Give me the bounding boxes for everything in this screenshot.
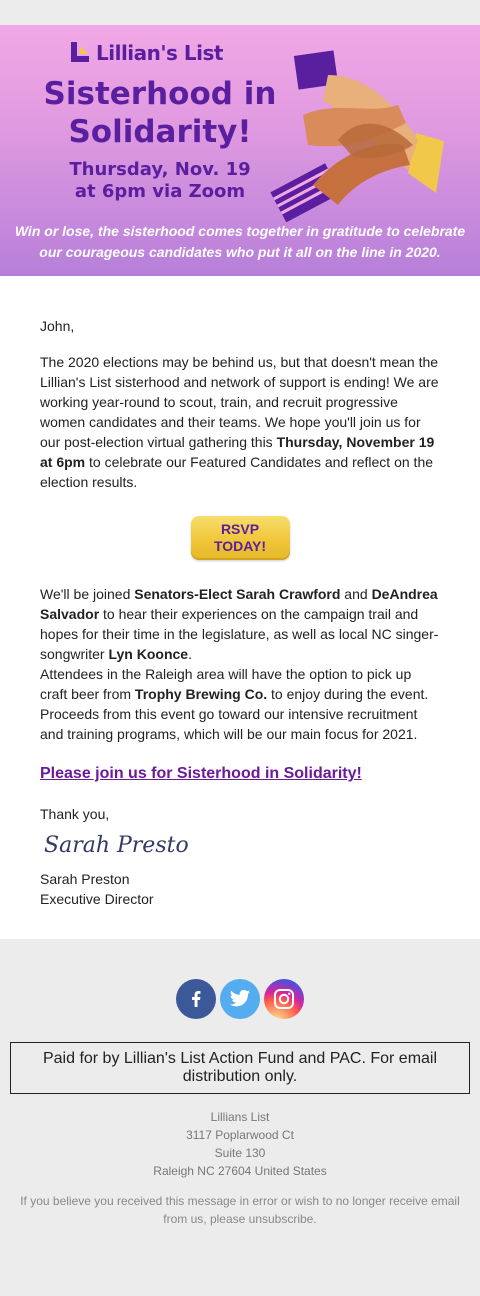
join-us-link[interactable]: Please join us for Sisterhood in Solidarity! (40, 765, 362, 782)
sign-off: Thank you, (40, 806, 110, 822)
mailing-address (0, 1108, 480, 1180)
speakers-paragraph (40, 584, 440, 664)
logo-text: Lillian's List (96, 41, 223, 65)
svg-text:Sarah Preston: Sarah Preston (44, 833, 190, 858)
hero-date-line1: Thursday, Nov. 19 (69, 159, 251, 180)
logo-mark-icon (68, 42, 90, 64)
brewery-text-a: Attendees in the Raleigh area will have the option to pick up craft beer from (40, 666, 412, 702)
brewery-name: Trophy Brewing Co. (134, 686, 268, 702)
speakers-text-c: to hear their experiences on the campaign trail and hopes for their time in the legislature, as well as local NC singer-songwriter (40, 606, 439, 662)
rsvp-button[interactable] (191, 516, 290, 560)
hero-title: Sisterhood in Solidarity! (43, 76, 277, 150)
top-spacer (0, 0, 480, 25)
signer-title: Executive Director (40, 891, 154, 907)
twitter-icon[interactable] (220, 979, 260, 1019)
speakers-text-a: We'll be joined (40, 586, 135, 602)
greeting: John, (40, 318, 75, 334)
suite: Suite 130 (214, 1146, 266, 1160)
signer-name: Sarah Preston (40, 871, 130, 887)
intro-text-a: The 2020 elections may be behind us, but that doesn't mean the Lillian's List sisterhood and network of support is ending! We are working year-round to scout, train, and recruit progressive women candidates and their teams. We hope you'll join us for our post-election virtual gathering this (40, 354, 439, 450)
hero-tagline: Win or lose, the sisterhood comes together in gratitude to celebrate our courageous candidates who put it all on the line in 2020. (14, 223, 466, 260)
rsvp-container (40, 516, 440, 560)
joined-hands-illustration-icon (268, 45, 458, 225)
intro-text-b: to celebrate our Featured Candidates and reflect on the election results. (40, 454, 434, 490)
org-name: Lillians List (210, 1110, 270, 1124)
brewery-text-b: to enjoy during the event. Proceeds from this event go toward our intensive recruitment and training programs, which will be our main focus for 2021. (40, 686, 429, 742)
brewery-paragraph (40, 664, 440, 744)
instagram-icon[interactable] (264, 979, 304, 1019)
footer (0, 939, 480, 1228)
event-datetime: Thursday, November 19 at 6pm (40, 434, 435, 470)
unsubscribe-text[interactable]: If you believe you received this message in error or wish to no longer receive email from us, please unsubscribe. (20, 1194, 460, 1226)
signature-image (40, 828, 190, 862)
paid-for-disclaimer: Paid for by Lillian's List Action Fund and PAC. For email distribution only. (10, 1042, 470, 1094)
intro-paragraph (40, 352, 440, 492)
speaker-2: DeAndrea Salvador (40, 586, 438, 622)
speakers-text-d: . (188, 646, 192, 662)
performer: Lyn Koonce (108, 646, 189, 662)
street-address: 3117 Poplarwood Ct (186, 1128, 294, 1142)
facebook-icon[interactable] (176, 979, 216, 1019)
rsvp-label-line1: RSVP (220, 521, 260, 537)
hero-date-line2: at 6pm via Zoom (74, 181, 246, 202)
email-body (0, 276, 480, 939)
logo (68, 41, 223, 65)
rsvp-label-line2: TODAY! (213, 538, 267, 554)
hero-banner (0, 25, 480, 276)
hero-date (40, 159, 280, 203)
speaker-1: Senators-Elect Sarah Crawford (134, 586, 341, 602)
speakers-text-b: and (340, 586, 372, 602)
city-state-zip: Raleigh NC 27604 United States (153, 1164, 327, 1178)
social-links (0, 979, 480, 1019)
